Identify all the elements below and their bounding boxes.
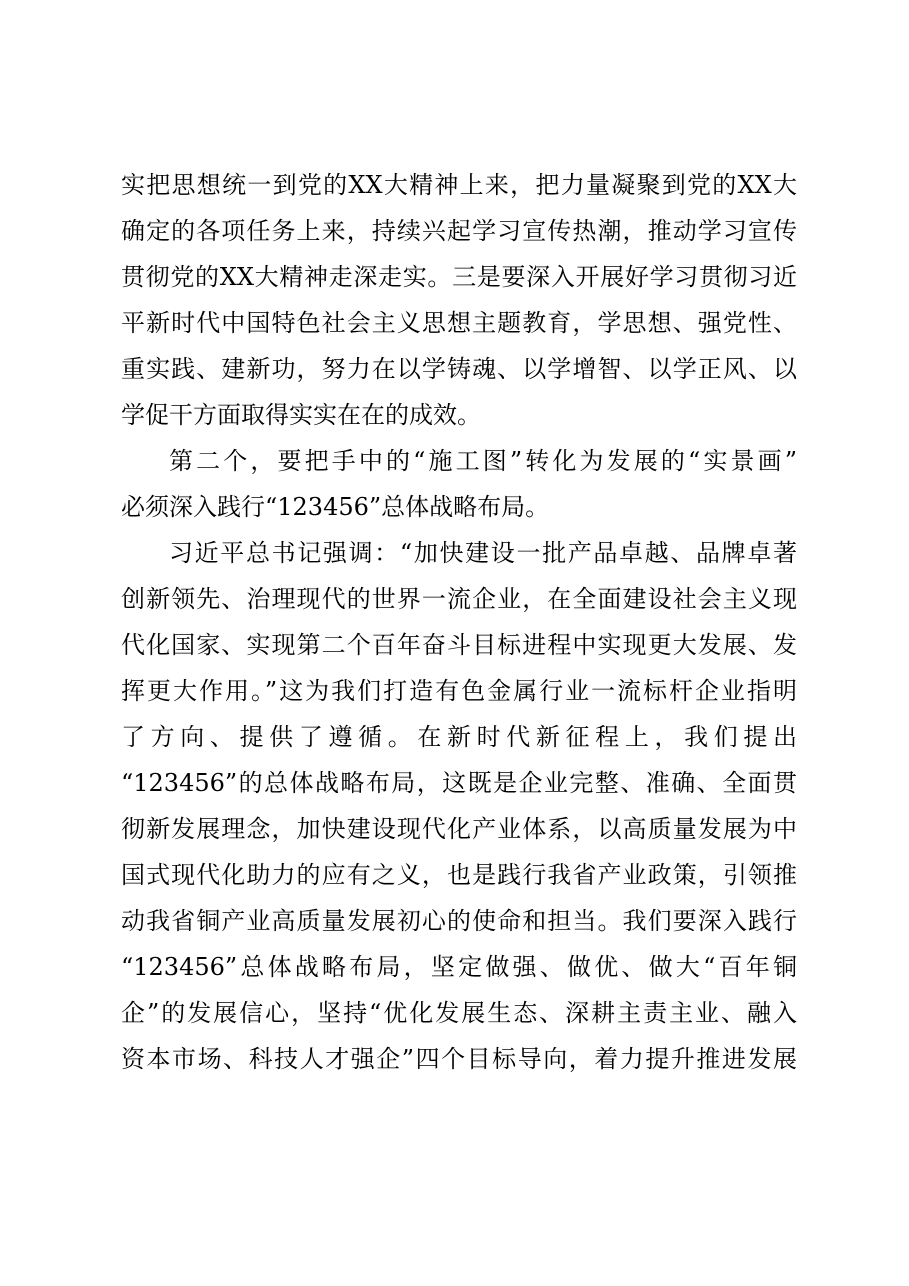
paragraph-1-line-6: 学促干方面取得实实在在的成效。: [121, 401, 481, 429]
paragraph-2-line-1: 第二个，要把手中的“施工图”转化为发展的“实景画”: [169, 447, 797, 475]
paragraph-3-line-10: “123456”总体战略布局，坚定做强、做优、做大“百年铜: [121, 953, 797, 981]
paragraph-3-line-9: 动我省铜产业高质量发展初心的使命和担当。我们要深入践行: [121, 907, 797, 935]
document-body: [121, 162, 797, 1082]
paragraph-3-line-6: “123456”的总体战略布局，这既是企业完整、准确、全面贯: [121, 769, 797, 797]
paragraph-1-line-4: 平新时代中国特色社会主义思想主题教育，学思想、强党性、: [121, 309, 797, 337]
paragraph-3-line-12: 资本市场、科技人才强企”四个目标导向，着力提升推进发展: [121, 1045, 797, 1073]
paragraph-3-line-4: 挥更大作用。”这为我们打造有色金属行业一流标杆企业指明: [121, 677, 797, 705]
paragraph-1-line-1: 实把思想统一到党的XX大精神上来，把力量凝聚到党的XX大: [121, 171, 797, 199]
paragraph-1-line-5: 重实践、建新功，努力在以学铸魂、以学增智、以学正风、以: [121, 355, 797, 383]
paragraph-3-line-5: 了方向、提供了遵循。在新时代新征程上，我们提出: [121, 723, 797, 751]
paragraph-3-line-2: 创新领先、治理现代的世界一流企业，在全面建设社会主义现: [121, 585, 797, 613]
paragraph-3-line-8: 国式现代化助力的应有之义，也是践行我省产业政策，引领推: [121, 861, 797, 889]
paragraph-3-line-7: 彻新发展理念，加快建设现代化产业体系，以高质量发展为中: [121, 815, 797, 843]
paragraph-1-line-2: 确定的各项任务上来，持续兴起学习宣传热潮，推动学习宣传: [121, 217, 797, 245]
paragraph-3-line-1: 习近平总书记强调：“加快建设一批产品卓越、品牌卓著: [169, 539, 797, 567]
paragraph-2-line-2: 必须深入践行“123456”总体战略布局。: [121, 493, 550, 521]
paragraph-3-line-11: 企”的发展信心，坚持“优化发展生态、深耕主责主业、融入: [121, 999, 797, 1027]
paragraph-3-line-3: 代化国家、实现第二个百年奋斗目标进程中实现更大发展、发: [121, 631, 797, 659]
paragraph-1-line-3: 贯彻党的XX大精神走深走实。三是要深入开展好学习贯彻习近: [121, 263, 797, 291]
